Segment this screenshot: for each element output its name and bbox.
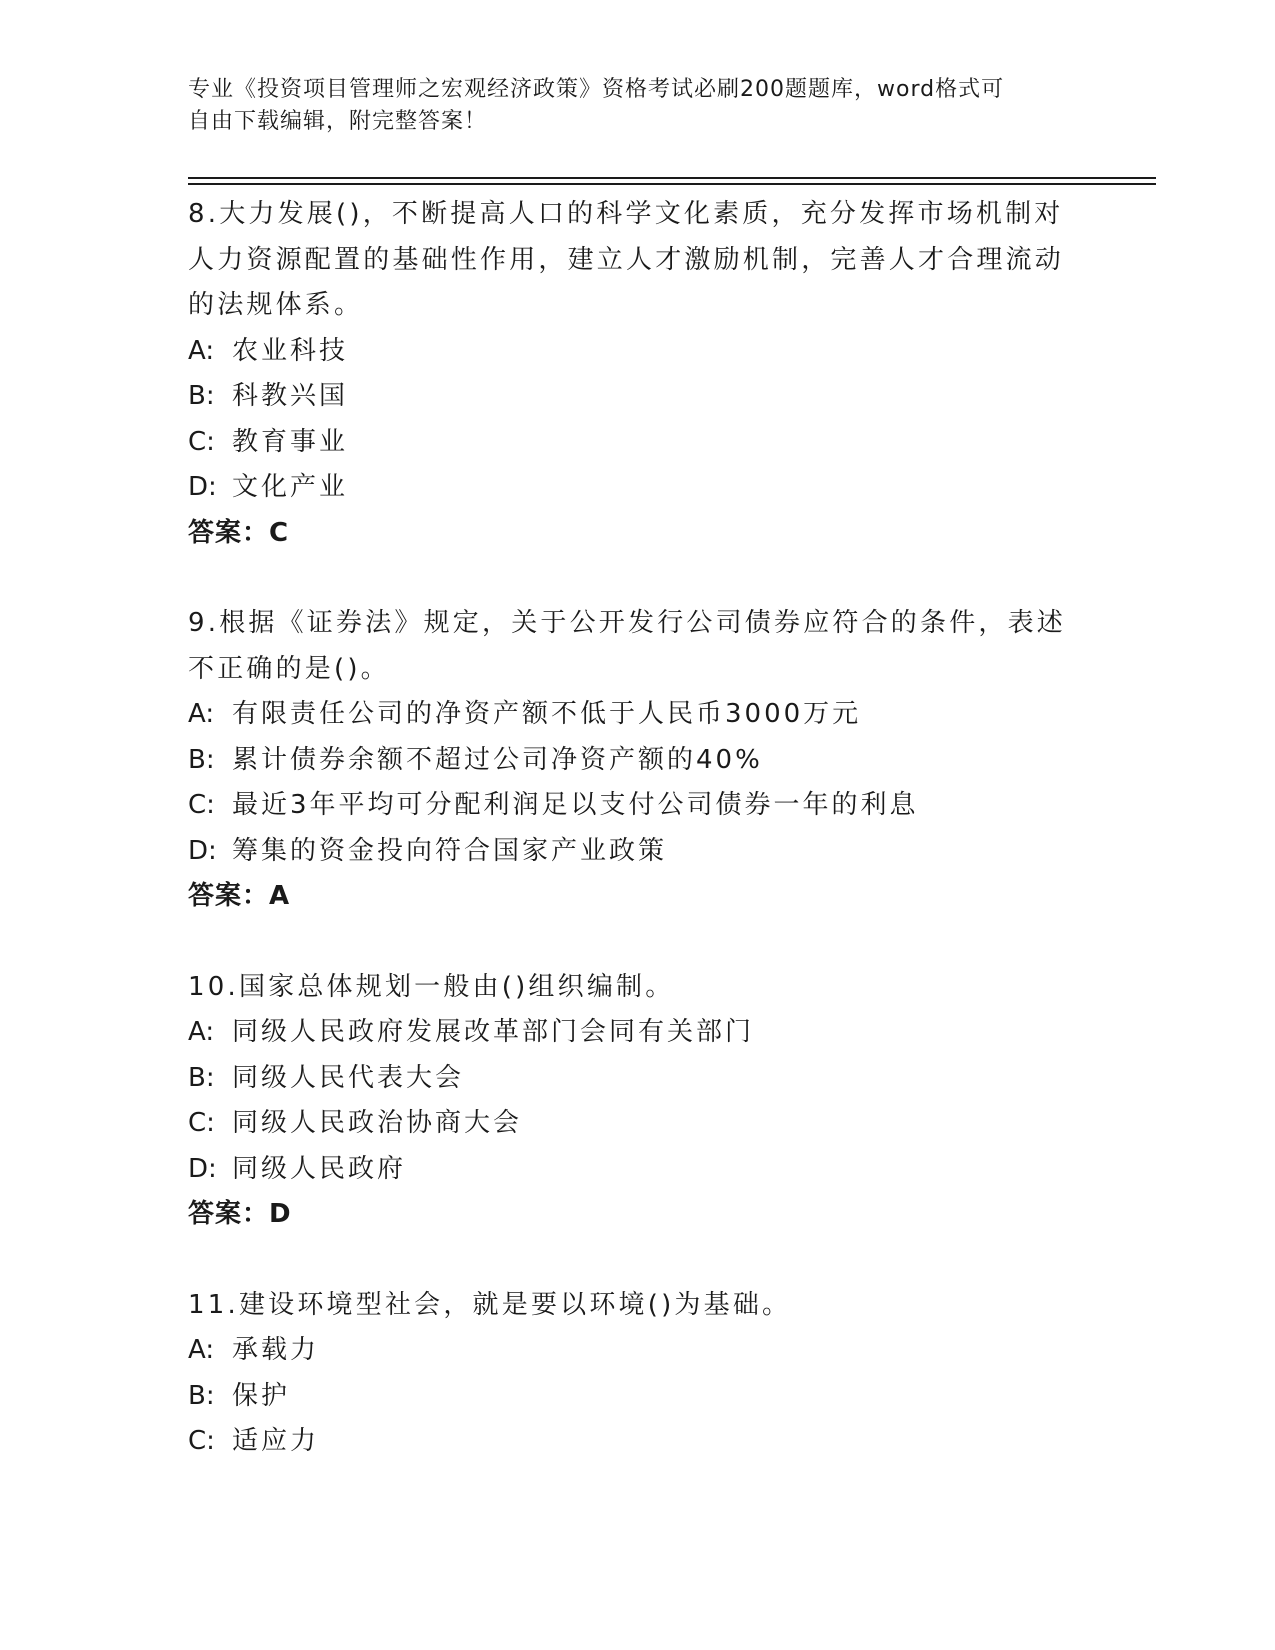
option-text: 承载力 — [232, 1335, 320, 1365]
option-letter: A: — [188, 1017, 215, 1047]
option-c — [188, 1101, 1078, 1147]
question-list — [188, 192, 1078, 1510]
option-c — [188, 420, 1078, 466]
option-letter: D: — [188, 472, 217, 502]
option-b — [188, 1374, 1078, 1420]
answer-line: 答案：A — [188, 881, 291, 911]
option-c — [188, 1419, 1078, 1465]
option-text: 适应力 — [232, 1426, 320, 1456]
option-b — [188, 374, 1078, 420]
question-11 — [188, 1283, 1078, 1465]
option-letter: B: — [188, 744, 215, 775]
option-a — [188, 1010, 1078, 1056]
document-header — [188, 74, 1068, 138]
option-letter: A: — [188, 335, 215, 366]
option-letter: C: — [188, 1426, 215, 1456]
option-text: 同级人民代表大会 — [232, 1062, 465, 1093]
question-stem: 11.建设环境型社会，就是要以环境()为基础。 — [188, 1289, 792, 1320]
option-a — [188, 692, 1078, 738]
option-letter: D: — [188, 835, 217, 866]
question-8 — [188, 192, 1078, 556]
option-letter: B: — [188, 1380, 215, 1411]
header-divider-bottom — [188, 183, 1156, 185]
answer-line: 答案：C — [188, 517, 290, 548]
option-d — [188, 829, 1078, 875]
option-a — [188, 329, 1078, 375]
option-b — [188, 1056, 1078, 1102]
option-text: 筹集的资金投向符合国家产业政策 — [232, 835, 668, 866]
option-letter: A: — [188, 1335, 215, 1365]
option-c — [188, 783, 1078, 829]
option-letter: C: — [188, 790, 215, 820]
option-text: 累计债券余额不超过公司净资产额的40% — [232, 744, 763, 775]
option-d — [188, 465, 1078, 511]
question-stem: 10.国家总体规划一般由()组织编制。 — [188, 971, 675, 1002]
option-text: 农业科技 — [232, 335, 349, 366]
option-text: 同级人民政府 — [232, 1153, 407, 1184]
option-b — [188, 738, 1078, 784]
option-letter: B: — [188, 381, 215, 411]
header-line-1: 专业《投资项目管理师之宏观经济政策》资格考试必刷200题题库，word格式可 — [188, 77, 1005, 102]
header-divider-top — [188, 177, 1156, 179]
header-line-2: 自由下载编辑，附完整答案！ — [188, 109, 488, 134]
option-letter: C: — [188, 426, 215, 457]
option-text: 保护 — [232, 1380, 291, 1411]
option-text: 科教兴国 — [232, 381, 349, 411]
option-letter: D: — [188, 1153, 217, 1184]
option-text: 教育事业 — [232, 426, 349, 457]
option-text: 同级人民政治协商大会 — [232, 1108, 523, 1138]
option-d — [188, 1147, 1078, 1193]
question-10 — [188, 965, 1078, 1238]
question-9 — [188, 601, 1078, 920]
option-a — [188, 1328, 1078, 1374]
option-letter: A: — [188, 699, 215, 729]
option-letter: C: — [188, 1108, 215, 1138]
option-text: 同级人民政府发展改革部门会同有关部门 — [232, 1017, 755, 1047]
option-text: 有限责任公司的净资产额不低于人民币3000万元 — [232, 699, 862, 729]
question-stem: 8.大力发展()，不断提高人口的科学文化素质，充分发挥市场机制对人力资源配置的基础性作用，建立人才激励机制，完善人才合理流动的法规体系。 — [188, 199, 1065, 320]
option-text: 最近3年平均可分配利润足以支付公司债券一年的利息 — [232, 790, 919, 820]
option-text: 文化产业 — [232, 472, 349, 502]
question-stem: 9.根据《证券法》规定，关于公开发行公司债券应符合的条件，表述不正确的是()。 — [188, 608, 1067, 684]
option-letter: B: — [188, 1062, 215, 1093]
answer-line: 答案：D — [188, 1199, 292, 1229]
